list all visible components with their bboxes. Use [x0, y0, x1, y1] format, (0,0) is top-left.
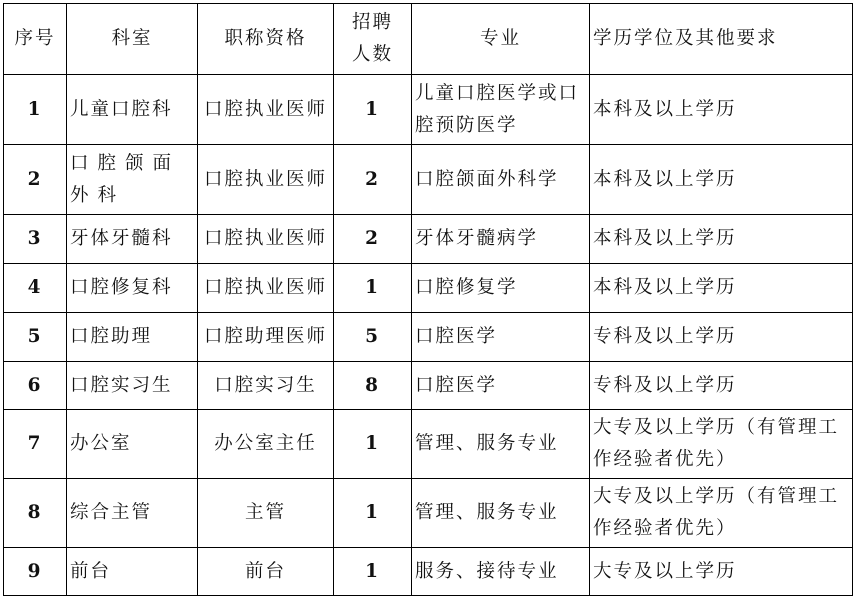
header-department: 科室 — [67, 4, 198, 75]
cell-department: 前台 — [67, 548, 198, 596]
table-row — [4, 215, 853, 264]
cell-education: 专科及以上学历 — [590, 313, 853, 362]
header-index: 序号 — [4, 4, 67, 75]
cell-qualification: 口腔执业医师 — [198, 215, 334, 264]
cell-department: 口腔颌面外科 — [67, 145, 198, 215]
cell-qualification: 口腔实习生 — [198, 362, 334, 410]
cell-index: 7 — [4, 410, 67, 479]
cell-index: 5 — [4, 313, 67, 362]
cell-department: 儿童口腔科 — [67, 75, 198, 145]
table-row — [4, 548, 853, 596]
recruitment-table — [3, 3, 853, 596]
table-row — [4, 362, 853, 410]
cell-qualification: 口腔执业医师 — [198, 264, 334, 313]
cell-major: 口腔医学 — [412, 362, 590, 410]
table-row — [4, 410, 853, 479]
cell-headcount: 1 — [334, 264, 412, 313]
cell-education: 大专及以上学历 — [590, 548, 853, 596]
cell-index: 9 — [4, 548, 67, 596]
cell-index: 1 — [4, 75, 67, 145]
table-row — [4, 313, 853, 362]
table-header-row — [4, 4, 853, 75]
header-education: 学历学位及其他要求 — [590, 4, 853, 75]
cell-department: 牙体牙髓科 — [67, 215, 198, 264]
table-row — [4, 145, 853, 215]
cell-headcount: 5 — [334, 313, 412, 362]
cell-department: 口腔助理 — [67, 313, 198, 362]
cell-education: 本科及以上学历 — [590, 75, 853, 145]
cell-headcount: 1 — [334, 410, 412, 479]
cell-department: 办公室 — [67, 410, 198, 479]
cell-education: 大专及以上学历（有管理工作经验者优先） — [590, 410, 853, 479]
cell-headcount: 1 — [334, 548, 412, 596]
cell-education: 本科及以上学历 — [590, 264, 853, 313]
cell-headcount: 1 — [334, 479, 412, 548]
cell-major: 口腔修复学 — [412, 264, 590, 313]
table-row — [4, 264, 853, 313]
cell-major: 口腔医学 — [412, 313, 590, 362]
table-row — [4, 479, 853, 548]
cell-index: 8 — [4, 479, 67, 548]
cell-department: 综合主管 — [67, 479, 198, 548]
cell-qualification: 办公室主任 — [198, 410, 334, 479]
cell-headcount: 2 — [334, 145, 412, 215]
cell-major: 管理、服务专业 — [412, 410, 590, 479]
cell-headcount: 8 — [334, 362, 412, 410]
header-qualification: 职称资格 — [198, 4, 334, 75]
header-headcount-line2: 人数 — [351, 44, 393, 65]
cell-index: 4 — [4, 264, 67, 313]
table-row — [4, 75, 853, 145]
cell-index: 6 — [4, 362, 67, 410]
cell-education: 大专及以上学历（有管理工作经验者优先） — [590, 479, 853, 548]
header-major: 专业 — [412, 4, 590, 75]
cell-education: 本科及以上学历 — [590, 145, 853, 215]
cell-index: 2 — [4, 145, 67, 215]
cell-major: 牙体牙髓病学 — [412, 215, 590, 264]
header-headcount-line1: 招聘 — [351, 12, 393, 33]
cell-qualification: 主管 — [198, 479, 334, 548]
cell-department: 口腔实习生 — [67, 362, 198, 410]
cell-qualification: 口腔执业医师 — [198, 145, 334, 215]
cell-major: 管理、服务专业 — [412, 479, 590, 548]
cell-qualification: 口腔执业医师 — [198, 75, 334, 145]
cell-qualification: 前台 — [198, 548, 334, 596]
cell-education: 本科及以上学历 — [590, 215, 853, 264]
cell-department: 口腔修复科 — [67, 264, 198, 313]
cell-qualification: 口腔助理医师 — [198, 313, 334, 362]
cell-index: 3 — [4, 215, 67, 264]
cell-headcount: 2 — [334, 215, 412, 264]
cell-major: 口腔颌面外科学 — [412, 145, 590, 215]
cell-major: 儿童口腔医学或口腔预防医学 — [412, 75, 590, 145]
cell-education: 专科及以上学历 — [590, 362, 853, 410]
cell-headcount: 1 — [334, 75, 412, 145]
cell-major: 服务、接待专业 — [412, 548, 590, 596]
header-headcount — [334, 4, 412, 75]
